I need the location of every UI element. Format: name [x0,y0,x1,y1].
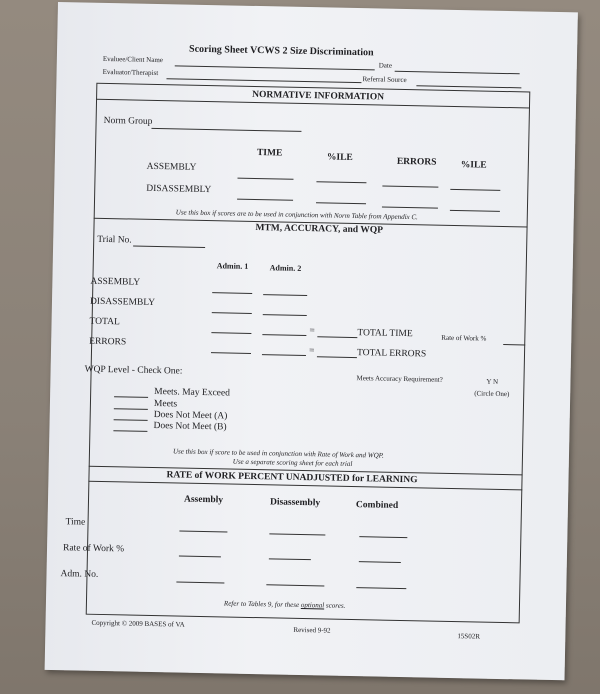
norm-row-disassembly: DISASSEMBLY [146,183,212,196]
accuracy-label: Meets Accuracy Requirement? [356,374,443,384]
mtm-row-disassembly: DISASSEMBLY [89,296,156,309]
rate-heading: RATE of WORK PERCENT UNADJUSTED for LEARNING [166,470,418,486]
col-errors: ERRORS [396,156,437,168]
trial-label: Trial No. [97,234,132,246]
rate-of-work-label: Rate of Work % [441,333,487,343]
wqp-option: Does Not Meet (A) [153,410,228,422]
col-ile: %ILE [326,152,353,163]
date-label: Date [378,61,393,70]
mtm-note-1: Use this box if score to be used in conjunction with Rate of Work and WQP. [172,447,384,460]
date-field[interactable] [395,71,520,75]
wqp-label: WQP Level - Check One: [84,364,183,377]
rate-row-rate: Rate of Work % [62,543,125,555]
normative-note: Use this box if scores are to be used in conjunction with Norm Table from Appendix C. [175,208,418,222]
col-ile-2: %ILE [460,160,487,171]
referral-label: Referral Source [362,75,407,85]
rate-col-combined: Combined [355,500,399,511]
referral-field[interactable] [416,85,521,88]
form-code: 15S02R [457,632,480,641]
rate-row-time: Time [65,517,86,528]
scoring-sheet [45,2,578,680]
norm-group-label: Norm Group [103,115,153,127]
total-errors-label: TOTAL ERRORS [356,348,427,360]
evaluator-field[interactable] [166,78,361,83]
sheet-title: Scoring Sheet VCWS 2 Size Discrimination [188,43,374,59]
evaluee-field[interactable] [175,65,375,70]
total-time-label: TOTAL TIME [357,328,413,340]
rate-col-disassembly: Disassembly [269,497,321,509]
rate-row-adm: Adm. No. [60,569,99,580]
mtm-row-total: TOTAL [89,316,120,328]
admin-2-header: Admin. 2 [269,263,302,273]
evaluator-label: Evaluator/Therapist [102,67,159,78]
rate-note: Refer to Tables 9, for these optional scores. [223,599,346,610]
mtm-heading: MTM, ACCURACY, and WQP [255,223,384,236]
circle-one-label: (Circle One) [474,389,510,399]
col-time: TIME [256,148,283,159]
wqp-option: Meets. May Exceed [154,387,230,399]
mtm-row-errors: ERRORS [89,336,127,348]
mtm-note-2: Use a separate scoring sheet for each trial [232,457,353,469]
equals-sign: = [309,326,315,337]
rate-col-assembly: Assembly [183,494,224,506]
wqp-option: Does Not Meet (B) [153,421,227,433]
yn-choice[interactable]: Y N [486,377,499,386]
norm-row-assembly: ASSEMBLY [146,161,197,173]
revised: Revised 9-92 [293,625,331,635]
normative-heading: NORMATIVE INFORMATION [252,89,385,103]
admin-1-header: Admin. 1 [216,261,249,271]
equals-sign: = [308,346,315,357]
wqp-option: Meets [153,399,178,410]
evaluee-label: Evaluee/Client Name [102,54,163,65]
copyright: Copyright © 2009 BASES of VA [91,618,185,629]
mtm-row-assembly: ASSEMBLY [90,276,141,288]
